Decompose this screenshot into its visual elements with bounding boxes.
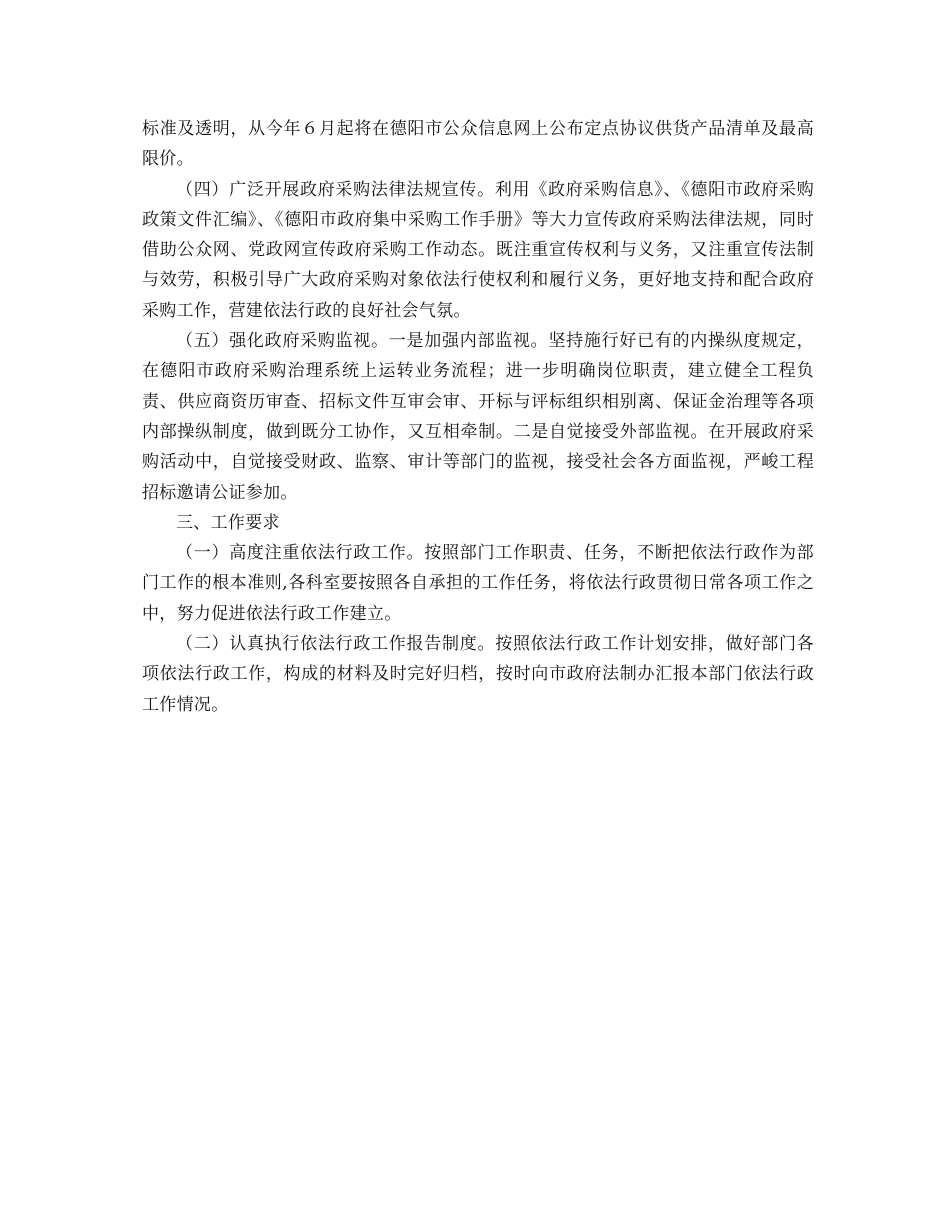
paragraph-requirement-two: （二）认真执行依法行政工作报告制度。按照依法行政工作计划安排，做好部门各项依法行政工作，构成的材料及时完好归档，按时向市政府法制办汇报本部门依法行政工作情况。 (142, 634, 814, 715)
document-body (142, 114, 814, 720)
paragraph-four: （四）广泛开展政府采购法律法规宣传。利用《政府采购信息》、《德阳市政府采购政策文件汇编》、《德阳市政府集中采购工作手册》等大力宣传政府采购法律法规，同时借助公众网、党政网宣传政府采购工作动态。既注重宣传权利与义务，又注重宣传法制与效劳，积极引导广大政府采购对象依法行使权利和履行义务，更好地支持和配合政府采购工作，营建依法行政的良好社会气氛。 (142, 179, 814, 321)
section-heading-three: 三、工作要求 (176, 512, 280, 533)
paragraph-continuation: 标准及透明，从今年６月起将在德阳市公众信息网上公布定点协议供货产品清单及最高限价。 (142, 119, 814, 170)
paragraph-requirement-one: （一）高度注重依法行政工作。按照部门工作职责、任务，不断把依法行政作为部门工作的根本准则,各科室要按照各自承担的工作任务，将依法行政贯彻日常各项工作之中，努力促进依法行政工作建立。 (142, 543, 814, 624)
paragraph-five: （五）强化政府采购监视。一是加强内部监视。坚持施行好已有的内操纵度规定，在德阳市政府采购治理系统上运转业务流程；进一步明确岗位职责，建立健全工程负责、供应商资历审查、招标文件互审会审、开标与评标组织相别离、保证金治理等各项内部操纵制度，做到既分工协作，又互相牵制。二是自觉接受外部监视。在开展政府采购活动中，自觉接受财政、监察、审计等部门的监视，接受社会各方面监视，严峻工程招标邀请公证参加。 (142, 331, 814, 503)
